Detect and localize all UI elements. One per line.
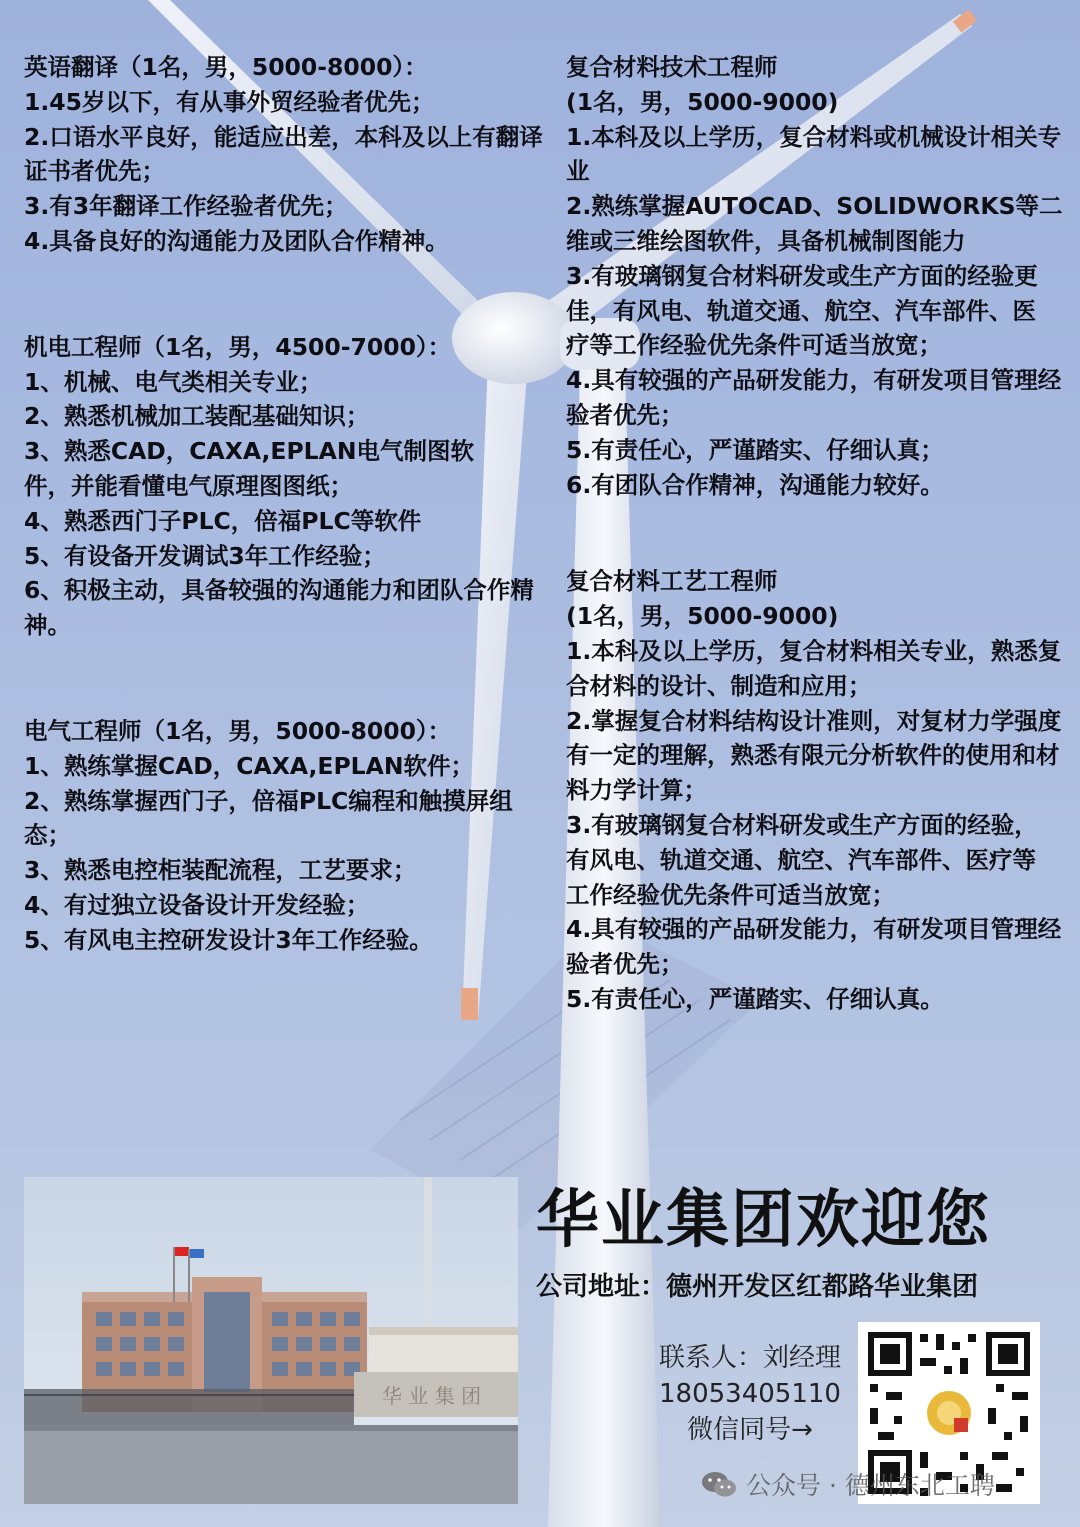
job-subtitle: (1名，男，5000-9000) bbox=[566, 602, 839, 631]
job-requirement: 2.熟练掌握AUTOCAD、SOLIDWORKS等二维或三维绘图软件，具备机械制图能力 bbox=[566, 192, 1063, 255]
job-electromechanical-engineer bbox=[24, 330, 552, 643]
job-requirement: 5.有责任心，严谨踏实、仔细认真； bbox=[566, 435, 944, 464]
job-composite-process-engineer bbox=[566, 564, 1066, 1016]
watermark-text: 公众号 · 德州东北工聘 bbox=[746, 1471, 995, 1500]
job-requirement: 4、有过独立设备设计开发经验； bbox=[24, 890, 370, 919]
blade-tip bbox=[461, 988, 478, 1020]
job-requirement: 1.本科及以上学历，复合材料相关专业，熟悉复合材料的设计、制造和应用； bbox=[566, 636, 1062, 700]
contact-info bbox=[640, 1340, 860, 1448]
left-column bbox=[24, 50, 552, 958]
contact-phone[interactable]: 18053405110 bbox=[659, 1379, 841, 1409]
job-title: 复合材料工艺工程师 bbox=[566, 567, 778, 596]
job-requirement: 6.有团队合作精神，沟通能力较好。 bbox=[566, 470, 944, 499]
company-address: 公司地址：德州开发区红都路华业集团 bbox=[536, 1272, 979, 1302]
job-requirement: 5.有责任心，严谨踏实、仔细认真。 bbox=[566, 984, 944, 1013]
job-title: 英语翻译（1名，男，5000-8000）： bbox=[24, 53, 428, 81]
job-requirement: 4.具有较强的产品研发能力，有研发项目管理经验者优先； bbox=[566, 366, 1062, 429]
job-requirement: 1.45岁以下，有从事外贸经验者优先； bbox=[24, 87, 435, 116]
contact-wechat-note: 微信同号→ bbox=[687, 1415, 813, 1445]
job-title: 机电工程师（1名，男，4500-7000）： bbox=[24, 332, 452, 361]
welcome-heading: 华业集团欢迎您 bbox=[536, 1183, 991, 1256]
job-requirement: 3.有玻璃钢复合材料研发或生产方面的经验更佳，有风电、轨道交通、航空、汽车部件、医疗等工作经验优先条件可适当放宽； bbox=[566, 261, 1038, 360]
job-requirement: 3.有3年翻译工作经验者优先； bbox=[24, 192, 348, 221]
job-composite-tech-engineer bbox=[566, 50, 1066, 502]
wechat-icon bbox=[700, 1469, 738, 1499]
job-requirement: 6、积极主动，具备较强的沟通能力和团队合作精神。 bbox=[24, 576, 534, 640]
company-building-photo bbox=[24, 1177, 518, 1504]
job-requirement: 4.具备良好的沟通能力及团队合作精神。 bbox=[24, 226, 449, 255]
job-requirement: 1、机械、电气类相关专业； bbox=[24, 367, 323, 396]
job-title: 复合材料技术工程师 bbox=[566, 53, 778, 81]
job-translator bbox=[24, 50, 552, 259]
job-requirement: 5、有风电主控研发设计3年工作经验。 bbox=[24, 925, 433, 954]
watermark bbox=[700, 1466, 995, 1502]
job-requirement: 2.口语水平良好，能适应出差，本科及以上有翻译证书者优先； bbox=[24, 122, 543, 186]
job-requirement: 4.具有较强的产品研发能力，有研发项目管理经验者优先； bbox=[566, 915, 1062, 979]
job-requirement: 3.有玻璃钢复合材料研发或生产方面的经验，有风电、轨道交通、航空、汽车部件、医疗等工作经验优先条件可适当放宽； bbox=[566, 810, 1038, 909]
job-requirement: 1、熟练掌握CAD，CAXA,EPLAN软件； bbox=[24, 751, 474, 780]
job-title: 电气工程师（1名，男，5000-8000）： bbox=[24, 716, 452, 745]
job-subtitle: (1名，男，5000-9000) bbox=[566, 87, 839, 116]
job-requirement: 1.本科及以上学历，复合材料或机械设计相关专业 bbox=[566, 122, 1062, 186]
job-electrical-engineer bbox=[24, 714, 552, 958]
job-requirement: 3、熟悉电控柜装配流程，工艺要求； bbox=[24, 856, 417, 885]
job-requirement: 2.掌握复合材料结构设计准则，对复材力学强度有一定的理解，熟悉有限元分析软件的使用和材料力学计算； bbox=[566, 706, 1062, 805]
job-requirement: 2、熟练掌握西门子，倍福PLC编程和触摸屏组态； bbox=[24, 786, 513, 850]
job-requirement: 4、熟悉西门子PLC，倍福PLC等软件 bbox=[24, 506, 422, 535]
right-column bbox=[566, 50, 1066, 1017]
job-requirement: 3、熟悉CAD，CAXA,EPLAN电气制图软件，并能看懂电气原理图图纸； bbox=[24, 437, 474, 500]
job-requirement: 2、熟悉机械加工装配基础知识； bbox=[24, 402, 370, 431]
job-requirement: 5、有设备开发调试3年工作经验； bbox=[24, 541, 386, 570]
building-sign: 华 业 集 团 bbox=[382, 1384, 482, 1408]
contact-person: 联系人：刘经理 bbox=[658, 1343, 841, 1373]
